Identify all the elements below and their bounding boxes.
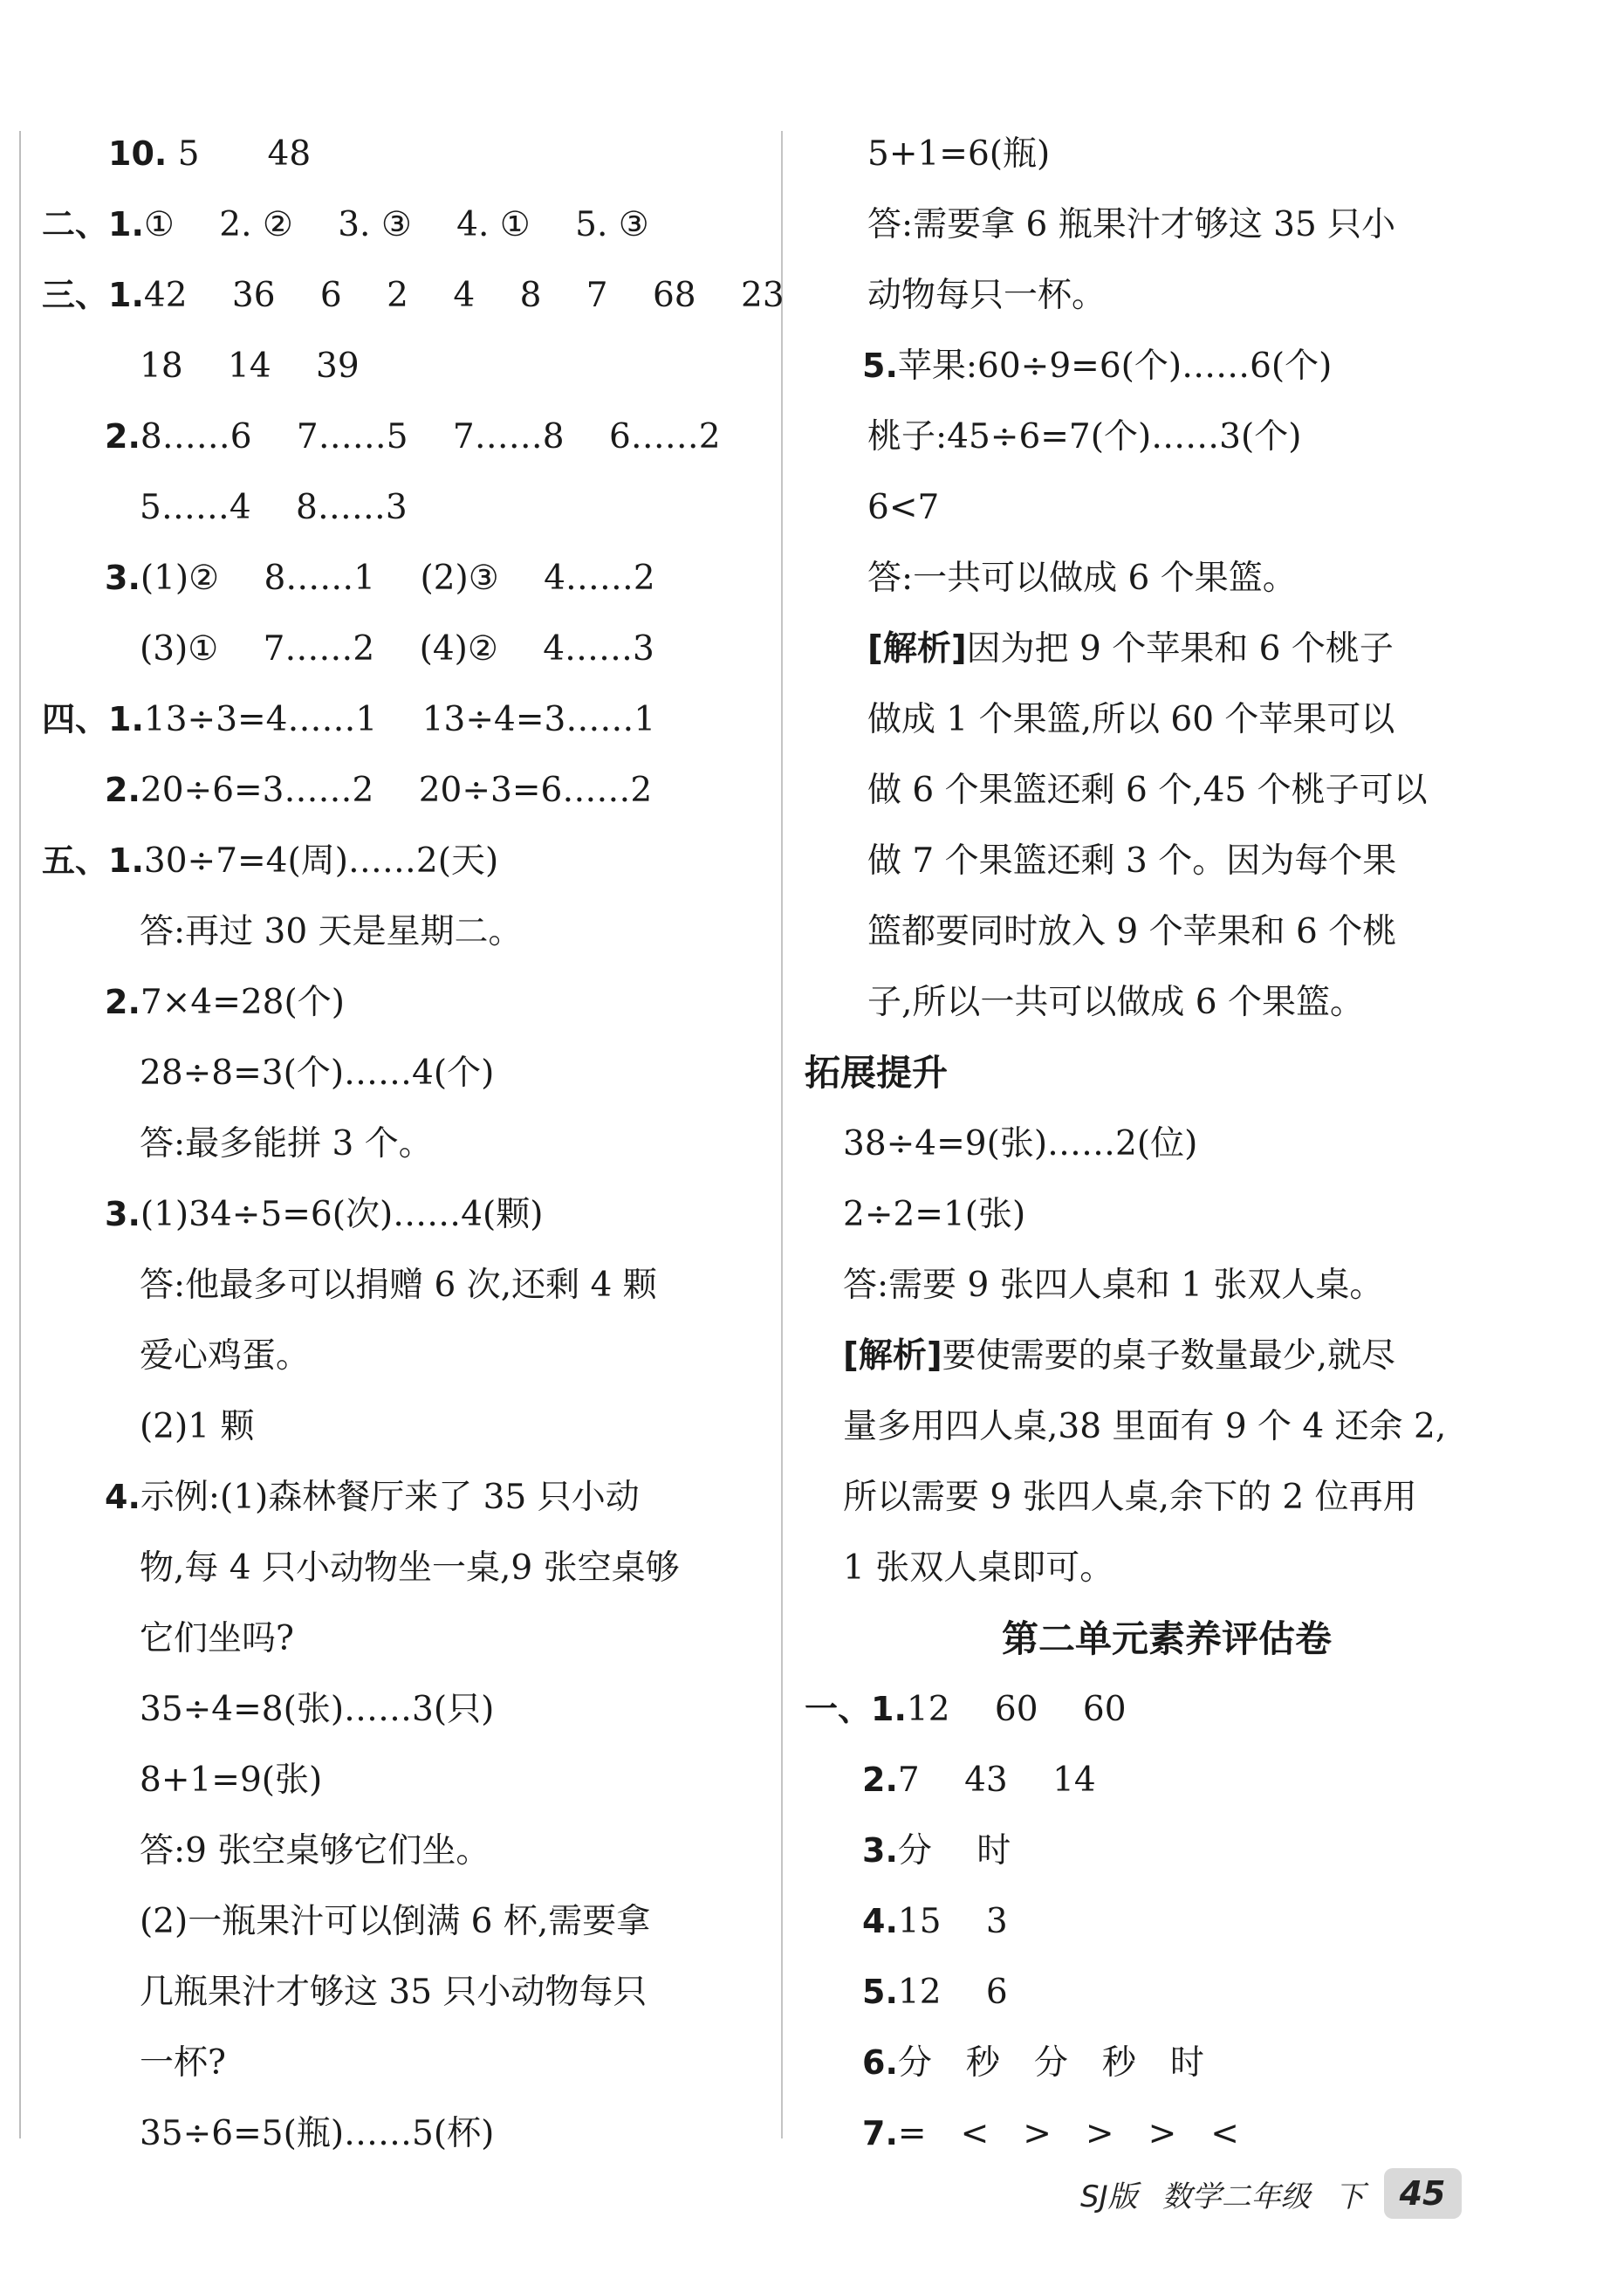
volume-label: 下 <box>1334 2179 1365 2214</box>
section-title: 第二单元素养评估卷 <box>1001 1617 1332 1660</box>
answer-text: 18 14 39 <box>140 347 360 386</box>
answer-text: 13÷3=4……1 13÷4=3……1 <box>143 700 656 739</box>
analysis-text: 量多用四人桌,38 里面有 9 个 4 还余 2, <box>843 1407 1447 1446</box>
analysis-line <box>805 614 1529 684</box>
question-number: 7. <box>862 2114 898 2152</box>
answer-line <box>42 2098 766 2169</box>
answer-text: 答:需要 9 张四人桌和 1 张双人桌。 <box>843 1266 1384 1305</box>
question-number: 10. <box>108 134 168 173</box>
answer-line <box>42 896 766 967</box>
answer-line <box>42 826 766 896</box>
answer-line <box>42 1462 766 1533</box>
answer-text: ① 2. ② 3. ③ 4. ① 5. ③ <box>143 205 649 244</box>
answer-text: 20÷6=3……2 20÷3=6……2 <box>140 771 653 810</box>
answer-text: = < > > > < <box>897 2114 1239 2153</box>
answer-text: 示例:(1)森林餐厅来了 35 只小动 <box>140 1478 640 1517</box>
answer-text: 分 时 <box>897 1831 1011 1871</box>
answer-line <box>42 755 766 826</box>
answer-text: (2)一瓶果汁可以倒满 6 杯,需要拿 <box>140 1902 651 1941</box>
answer-text: 答:9 张空桌够它们坐。 <box>140 1831 490 1871</box>
answer-text: 几瓶果汁才够这 35 只小动物每只 <box>140 1973 648 2012</box>
answer-line <box>42 189 766 260</box>
answer-line <box>42 1038 766 1109</box>
answer-line <box>805 1886 1529 1957</box>
section-label: 五、1. <box>42 841 144 880</box>
answer-line <box>805 1250 1529 1321</box>
answer-line <box>805 1109 1529 1179</box>
answer-text: (2)1 颗 <box>140 1407 255 1446</box>
answer-text: 30÷7=4(周)……2(天) <box>143 841 499 881</box>
question-number: 4. <box>105 1478 140 1516</box>
section-label: 四、1. <box>42 700 144 738</box>
answer-line <box>805 1674 1529 1745</box>
analysis-line <box>805 1321 1529 1391</box>
answer-text: 7 43 14 <box>897 1761 1096 1800</box>
analysis-text: 做成 1 个果篮,所以 60 个苹果可以 <box>867 700 1395 739</box>
answer-line <box>42 1109 766 1179</box>
answer-text: 它们坐吗? <box>140 1619 294 1658</box>
question-number: 3. <box>862 1831 898 1870</box>
answer-line <box>42 2028 766 2098</box>
answer-line <box>805 1816 1529 1886</box>
answer-text: 5 48 <box>177 134 312 174</box>
answer-line <box>42 472 766 543</box>
analysis-tag: [解析] <box>843 1336 942 1376</box>
question-number: 2. <box>105 983 140 1021</box>
analysis-text: 做 6 个果篮还剩 6 个,45 个桃子可以 <box>867 771 1428 810</box>
answer-text: 6<7 <box>867 488 940 527</box>
answer-line <box>805 189 1529 260</box>
answer-text: 答:他最多可以捐赠 6 次,还剩 4 颗 <box>140 1266 657 1305</box>
analysis-text: 1 张双人桌即可。 <box>843 1548 1114 1588</box>
answer-line <box>42 1179 766 1250</box>
question-number: 6. <box>862 2043 898 2082</box>
edition-label: SJ版 <box>1080 2179 1138 2214</box>
answer-text: 桃子:45÷6=7(个)……3(个) <box>867 417 1302 456</box>
answer-line <box>805 119 1529 189</box>
section-label: 二、1. <box>42 205 144 244</box>
answer-line <box>42 331 766 402</box>
answer-line <box>42 967 766 1038</box>
question-number: 3. <box>105 1195 140 1233</box>
answer-text: (1)② 8……1 (2)③ 4……2 <box>140 559 655 598</box>
answer-line <box>42 614 766 684</box>
analysis-line <box>805 1462 1529 1533</box>
question-number: 2. <box>105 417 140 456</box>
answer-text: 答:再过 30 天是星期二。 <box>140 912 523 951</box>
answer-line <box>42 260 785 331</box>
answer-text: 苹果:60÷9=6(个)……6(个) <box>897 347 1333 386</box>
answer-text: 7×4=28(个) <box>140 983 345 1022</box>
answer-line <box>42 1816 766 1886</box>
question-number: 2. <box>862 1761 898 1799</box>
answer-line <box>42 684 766 755</box>
question-number: 3. <box>105 559 140 597</box>
right-column <box>805 119 1529 2169</box>
analysis-line <box>805 967 1529 1038</box>
analysis-text: 所以需要 9 张四人桌,余下的 2 位再用 <box>843 1478 1417 1517</box>
answer-text: 2÷2=1(张) <box>843 1195 1026 1234</box>
answer-line <box>42 402 766 472</box>
section-label: 一、1. <box>805 1690 907 1728</box>
question-number: 5. <box>862 1973 898 2011</box>
answer-line <box>42 1321 766 1391</box>
answer-line <box>805 1179 1529 1250</box>
answer-text: 答:一共可以做成 6 个果篮。 <box>867 559 1297 598</box>
answer-line <box>42 1250 766 1321</box>
column-divider <box>781 131 783 2138</box>
answer-text: (1)34÷5=6(次)……4(颗) <box>140 1195 544 1234</box>
page-left-rule <box>19 131 21 2138</box>
analysis-line <box>805 826 1529 896</box>
answer-text: 爱心鸡蛋。 <box>140 1336 311 1376</box>
answer-text: (3)① 7……2 (4)② 4……3 <box>140 629 654 669</box>
answer-line <box>42 1674 766 1745</box>
analysis-text: 子,所以一共可以做成 6 个果篮。 <box>867 983 1365 1022</box>
answer-text: 42 36 6 2 4 8 7 68 23 <box>143 276 785 315</box>
answer-line <box>805 1745 1529 1816</box>
left-column <box>42 119 785 2169</box>
answer-text: 15 3 <box>897 1902 1008 1941</box>
answer-text: 8+1=9(张) <box>140 1761 323 1800</box>
analysis-line <box>805 684 1529 755</box>
answer-line <box>805 260 1529 331</box>
answer-line <box>805 472 1529 543</box>
answer-line <box>42 1603 766 1674</box>
answer-text: 5……4 8……3 <box>140 488 408 527</box>
answer-text: 答:需要拿 6 瓶果汁才够这 35 只小 <box>867 205 1396 244</box>
answer-line <box>42 543 766 614</box>
extension-heading: 拓展提升 <box>805 1052 948 1094</box>
question-number: 4. <box>862 1902 898 1940</box>
answer-line <box>42 1533 766 1603</box>
question-number: 2. <box>105 771 140 809</box>
answer-line <box>805 543 1529 614</box>
analysis-text: 篮都要同时放入 9 个苹果和 6 个桃 <box>867 912 1397 951</box>
answer-line <box>42 119 766 189</box>
answer-text: 35÷6=5(瓶)……5(杯) <box>140 2114 495 2153</box>
answer-line <box>42 1745 766 1816</box>
answer-line <box>805 331 1529 402</box>
page-footer <box>1080 2163 1462 2224</box>
answer-text: 12 60 60 <box>906 1690 1127 1729</box>
page-number: 45 <box>1384 2168 1462 2219</box>
subject-label: 数学二年级 <box>1161 2179 1311 2214</box>
section-label: 三、1. <box>42 276 144 314</box>
answer-line <box>805 1957 1529 2028</box>
analysis-line <box>805 755 1529 826</box>
answer-text: 一杯? <box>140 2043 226 2083</box>
analysis-text: 因为把 9 个苹果和 6 个桃子 <box>966 629 1394 669</box>
answer-text: 35÷4=8(张)……3(只) <box>140 1690 495 1729</box>
question-number: 5. <box>862 347 898 385</box>
answer-text: 动物每只一杯。 <box>867 276 1107 315</box>
analysis-text: 做 7 个果篮还剩 3 个。因为每个果 <box>867 841 1397 881</box>
answer-text: 分 秒 分 秒 时 <box>897 2043 1204 2083</box>
answer-text: 8……6 7……5 7……8 6……2 <box>140 417 721 456</box>
analysis-tag: [解析] <box>867 629 967 669</box>
analysis-line <box>805 896 1529 967</box>
answer-text: 12 6 <box>897 1973 1008 2012</box>
answer-text: 28÷8=3(个)……4(个) <box>140 1054 495 1093</box>
answer-line <box>42 1957 766 2028</box>
analysis-text: 要使需要的桌子数量最少,就尽 <box>942 1336 1396 1376</box>
answer-line <box>805 2028 1529 2098</box>
answer-text: 答:最多能拼 3 个。 <box>140 1124 433 1164</box>
answer-text: 38÷4=9(张)……2(位) <box>843 1124 1198 1164</box>
answer-text: 5+1=6(瓶) <box>867 134 1051 174</box>
analysis-line <box>805 1533 1529 1603</box>
answer-line <box>805 2098 1529 2169</box>
answer-line <box>42 1886 766 1957</box>
answer-line <box>42 1391 766 1462</box>
answer-text: 物,每 4 只小动物坐一桌,9 张空桌够 <box>140 1548 680 1588</box>
answer-line <box>805 402 1529 472</box>
analysis-line <box>805 1391 1529 1462</box>
